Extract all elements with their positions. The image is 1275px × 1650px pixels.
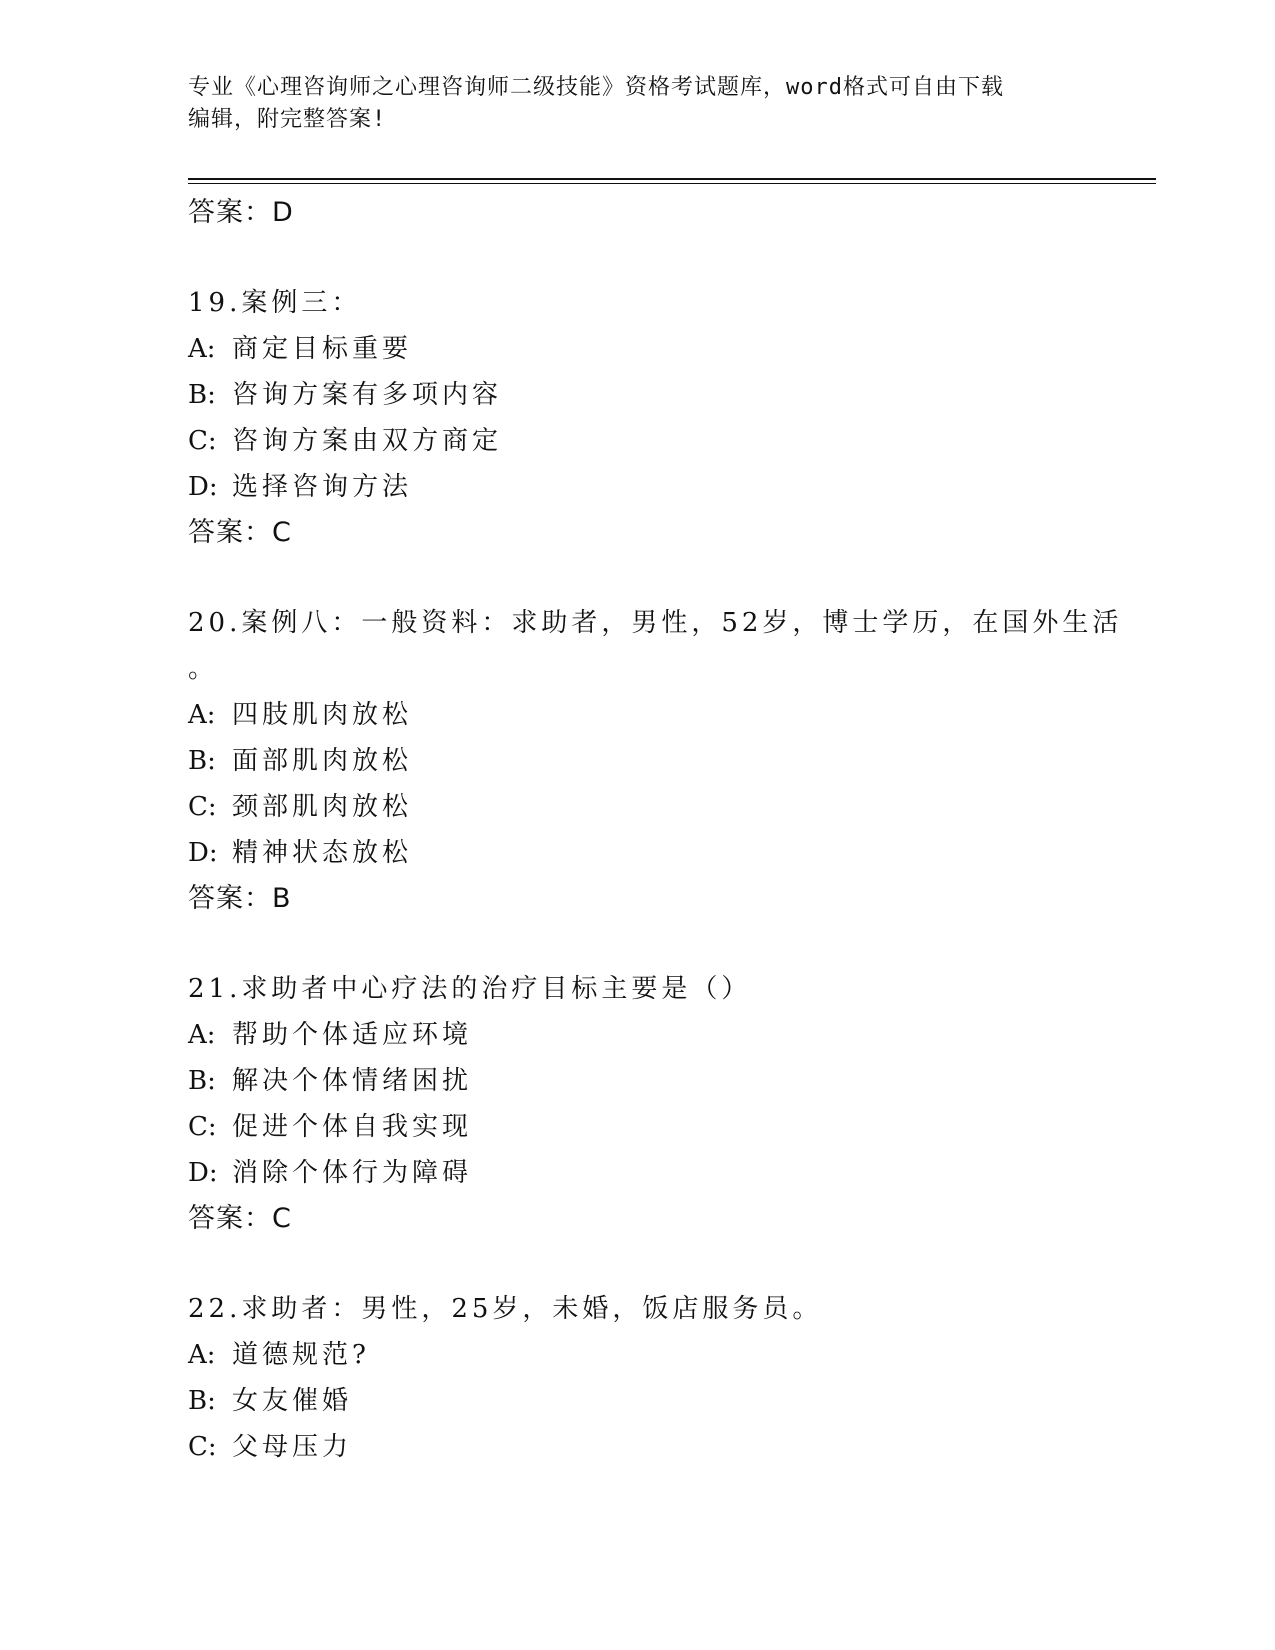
option-text: 女友催婚 <box>232 1386 353 1416</box>
option-d <box>188 830 1148 876</box>
option-text: 四肢肌肉放松 <box>232 700 413 730</box>
option-letter: A: <box>188 1340 216 1370</box>
option-letter: C: <box>188 792 217 822</box>
spacer <box>188 236 1148 280</box>
option-text: 面部肌肉放松 <box>232 746 413 776</box>
option-b <box>188 1058 1148 1104</box>
option-b <box>188 1378 1148 1424</box>
option-text: 咨询方案有多项内容 <box>232 380 503 410</box>
option-letter: A: <box>188 334 216 364</box>
header-divider-thick <box>188 178 1156 180</box>
option-letter: C: <box>188 1432 217 1462</box>
question-stem: 22.求助者：男性，25岁，未婚，饭店服务员。 <box>188 1294 823 1324</box>
option-text: 精神状态放松 <box>232 838 413 868</box>
option-text: 帮助个体适应环境 <box>232 1020 473 1050</box>
header-line-2: 编辑，附完整答案! <box>188 107 387 132</box>
question-19 <box>188 280 1148 556</box>
spacer <box>188 556 1148 600</box>
option-text: 促进个体自我实现 <box>232 1112 473 1142</box>
document-header <box>188 72 1068 136</box>
header-line-1: 专业《心理咨询师之心理咨询师二级技能》资格考试题库，word格式可自由下载 <box>188 75 1004 100</box>
answer-line: 答案：B <box>188 883 292 914</box>
option-b <box>188 738 1148 784</box>
spacer <box>188 1242 1148 1286</box>
option-a <box>188 1332 1148 1378</box>
question-22 <box>188 1286 1148 1470</box>
option-a <box>188 1012 1148 1058</box>
option-letter: B: <box>188 380 216 410</box>
question-stem: 20.案例八：一般资料：求助者，男性，52岁，博士学历，在国外生活 <box>188 608 1123 638</box>
option-text: 道德规范? <box>232 1340 370 1370</box>
answer-line: 答案：C <box>188 517 292 548</box>
option-text: 商定目标重要 <box>232 334 413 364</box>
option-d <box>188 1150 1148 1196</box>
question-20 <box>188 600 1148 922</box>
option-a <box>188 326 1148 372</box>
option-text: 解决个体情绪困扰 <box>232 1066 473 1096</box>
option-letter: D: <box>188 838 218 868</box>
option-c <box>188 1104 1148 1150</box>
option-text: 选择咨询方法 <box>232 472 413 502</box>
option-letter: C: <box>188 1112 217 1142</box>
question-stem: 21.求助者中心疗法的治疗目标主要是（） <box>188 974 752 1004</box>
option-d <box>188 464 1148 510</box>
option-letter: C: <box>188 426 217 456</box>
option-letter: B: <box>188 1066 216 1096</box>
option-b <box>188 372 1148 418</box>
option-a <box>188 692 1148 738</box>
option-c <box>188 784 1148 830</box>
question-list <box>188 190 1148 1470</box>
option-text: 父母压力 <box>232 1432 353 1462</box>
option-text: 咨询方案由双方商定 <box>232 426 503 456</box>
option-c <box>188 1424 1148 1470</box>
option-letter: A: <box>188 700 216 730</box>
option-letter: D: <box>188 472 218 502</box>
option-c <box>188 418 1148 464</box>
answer-line: 答案：C <box>188 1203 292 1234</box>
option-letter: B: <box>188 1386 216 1416</box>
question-stem: 19.案例三： <box>188 288 362 318</box>
spacer <box>188 922 1148 966</box>
question-stem-continuation: 。 <box>188 654 215 684</box>
option-text: 消除个体行为障碍 <box>232 1158 473 1188</box>
option-text: 颈部肌肉放松 <box>232 792 413 822</box>
header-divider-thin <box>188 183 1156 184</box>
option-letter: D: <box>188 1158 218 1188</box>
option-letter: A: <box>188 1020 216 1050</box>
answer-line: 答案：D <box>188 197 294 228</box>
question-21 <box>188 966 1148 1242</box>
option-letter: B: <box>188 746 216 776</box>
